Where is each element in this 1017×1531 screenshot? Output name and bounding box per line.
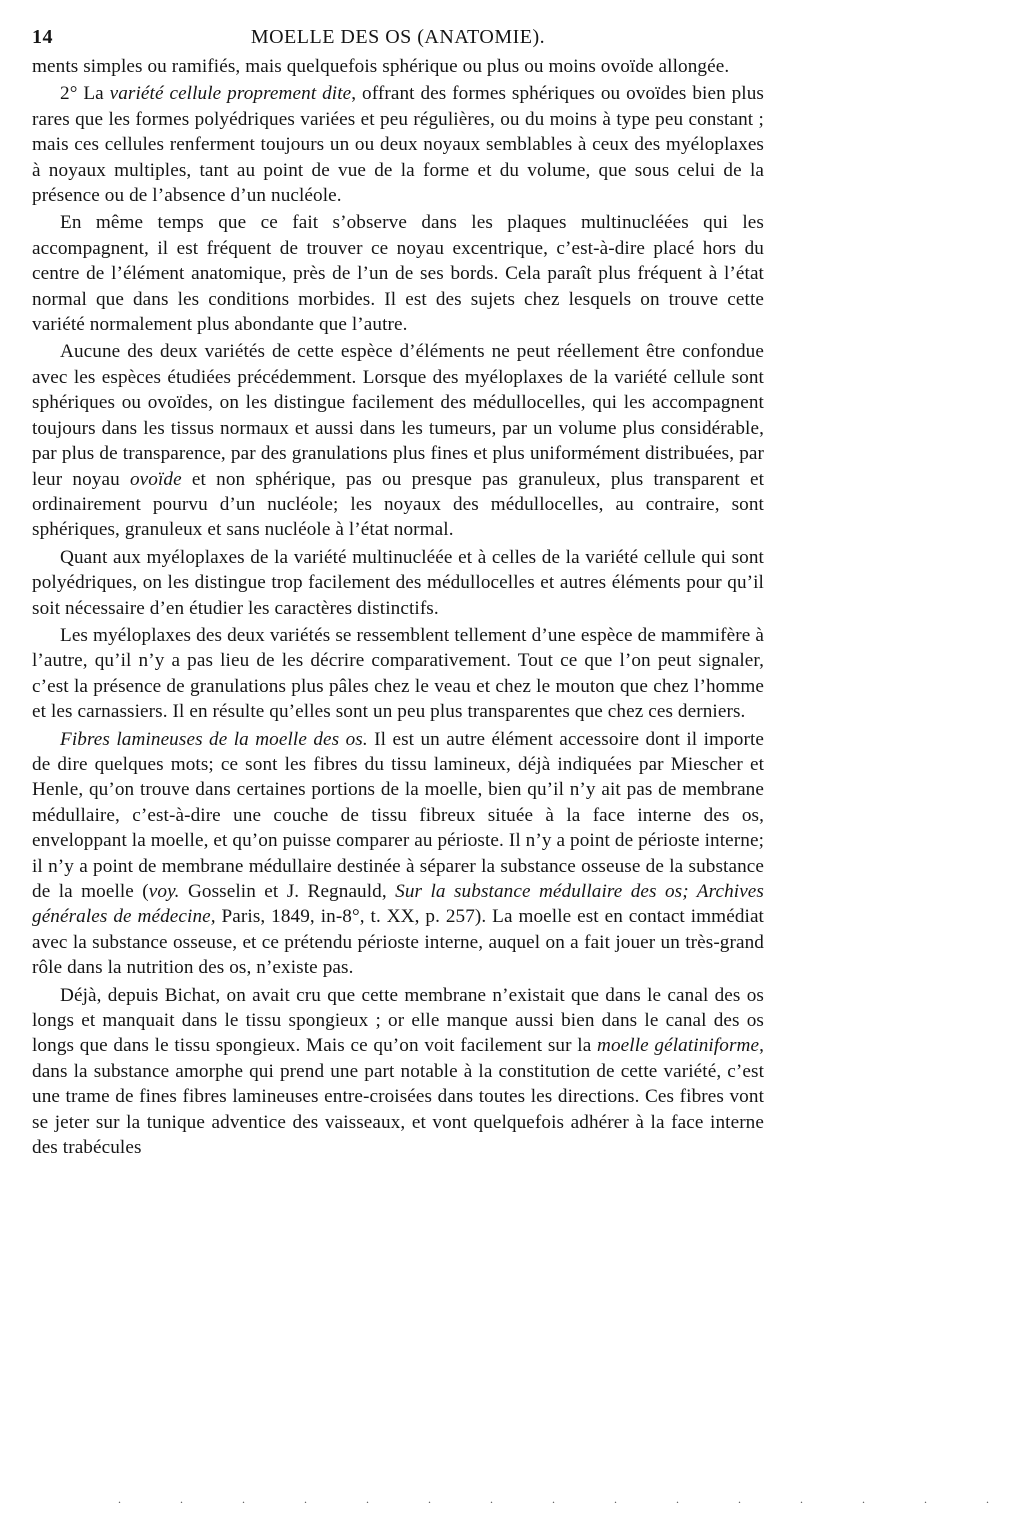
footer-print-marks: . . . . . . . . . . . . . . . <box>118 1492 1017 1506</box>
paragraph-2 <box>32 81 764 208</box>
paragraph-6 <box>32 623 764 725</box>
paragraph-1 <box>32 54 764 79</box>
paragraph-8 <box>32 983 764 1161</box>
page-header <box>32 26 764 54</box>
paragraph-4 <box>32 339 764 542</box>
paragraph-7-voy: voy. <box>148 881 180 902</box>
page-number: 14 <box>32 26 53 48</box>
paragraph-8-italic: moelle gélatiniforme <box>597 1035 760 1057</box>
section-heading-fibres-lamineuses: Fibres lamineuses de la moelle des os. <box>60 728 368 750</box>
paragraph-3 <box>32 210 764 337</box>
paragraph-6-text: Les myéloplaxes des deux variétés se ressemblent tellement d’une espèce de mammifère à l’autre, qu’il n’y a pas lieu de les décrire comparativement. Tout ce que l’on peut signaler, c’est la présence de granulations plus pâles chez le veau et chez le mouton que chez l’homme et les carnassiers. Il en résulte qu’elles sont un peu plus transparentes que chez ces derniers. <box>32 624 764 723</box>
paragraph-5 <box>32 545 764 621</box>
running-head: MOELLE DES OS (ANATOMIE). <box>250 26 546 48</box>
paragraph-4-rest: et non sphérique, pas ou presque pas granuleux, plus transparent et ordinairement pourvu d’un nucléole; les noyaux des médullocelles, au contraire, sont sphériques, granuleux et sans nucléole à l’état normal. <box>32 468 765 541</box>
book-page <box>32 26 764 1162</box>
paragraph-7-part-c: Paris, 1849, in-8°, t. XX, p. 257). La moelle est en contact immédiat avec la substance osseuse, et ce prétendu périoste interne, auquel on a fait jouer un très-grand rôle dans la nutrition des os, n’existe pas. <box>32 906 764 979</box>
paragraph-2-lead: 2° La <box>60 83 110 105</box>
paragraph-4-italic: ovoïde <box>129 468 182 490</box>
paragraph-7-part-b: Gosselin et J. Regnauld, <box>179 881 396 902</box>
paragraph-7-reference: Sur la substance médullaire des os; Archives générales de médecine, <box>32 881 764 928</box>
paragraph-1-text: ments simples ou ramifiés, mais quelquefois sphérique ou plus ou moins ovoïde allongée. <box>32 56 730 77</box>
paragraph-2-italic: variété cellule proprement dite <box>109 83 352 105</box>
paragraph-2-rest: , offrant des formes sphériques ou ovoïdes bien plus rares que les formes polyédriques variées et peu régulières, ou du moins à type peu constant ; mais ces cellules renferment toujours un ou deux noyaux semblables à ceux des myéloplaxes à noyaux multiples, tant au point de vue de la forme et du volume, que sous celui de la présence ou de l’absence d’un nucléole. <box>32 83 764 207</box>
paragraph-8-part-b: , dans la substance amorphe qui prend une part notable à la constitution de cette variété, c’est une trame de fines fibres lamineuses entre-croisées dans toutes les directions. Ces fibres vont se jeter sur la tunique adventice des vaisseaux, et vont quelquefois adhérer à la face interne des trabécules <box>32 1035 765 1159</box>
body-text <box>32 54 764 1160</box>
paragraph-5-text: Quant aux myéloplaxes de la variété multinucléée et à celles de la variété cellule qui sont polyédriques, on les distingue trop facilement des médullocelles et autres éléments pour qu’il soit nécessaire d’en étudier les caractères distinctifs. <box>32 546 764 619</box>
paragraph-3-text: En même temps que ce fait s’observe dans les plaques multinucléées qui les accompagnent, il est fréquent de trouver ce noyau excentrique, c’est-à-dire placé hors du centre de l’élément anatomique, près de l’un de ses bords. Cela paraît plus fréquent à l’état normal que dans les conditions morbides. Il est des sujets chez lesquels on trouve cette variété normalement plus abondante que l’autre. <box>32 212 764 336</box>
paragraph-8-part-a: Déjà, depuis Bichat, on avait cru que cette membrane n’existait que dans le canal des os longs et manquait dans le tissu spongieux ; or elle manque aussi bien dans le canal des os longs que dans le tissu spongieux. Mais ce qu’on voit facilement sur la <box>32 984 764 1057</box>
paragraph-7 <box>32 727 764 981</box>
paragraph-4-lead: Aucune des deux variétés de cette espèce d’éléments ne peut réellement être confondue avec les espèces étudiées précédemment. Lorsque des myéloplaxes de la variété cellule sont sphériques ou ovoïdes, on les distingue facilement des médullocelles, qui les accompagnent toujours dans les tissus normaux et aussi dans les tumeurs, par un volume plus considérable, par plus de transparence, par des granulations plus fines et plus uniformément distribuées, par leur noyau <box>32 341 764 490</box>
paragraph-7-part-a: Il est un autre élément accessoire dont il importe de dire quelques mots; ce sont les fibres du tissu lamineux, déjà indiquées par Miescher et Henle, qu’on trouve dans certaines portions de la moelle, bien qu’il n’y ait pas de membrane médullaire, c’est-à-dire une couche de tissu fibreux située à la face interne des os, enveloppant la moelle, et qu’on puisse comparer au périoste. Il n’y a point de périoste interne; il n’y a point de membrane médullaire destinée à séparer la substance osseuse de la substance de la moelle ( <box>32 728 764 902</box>
